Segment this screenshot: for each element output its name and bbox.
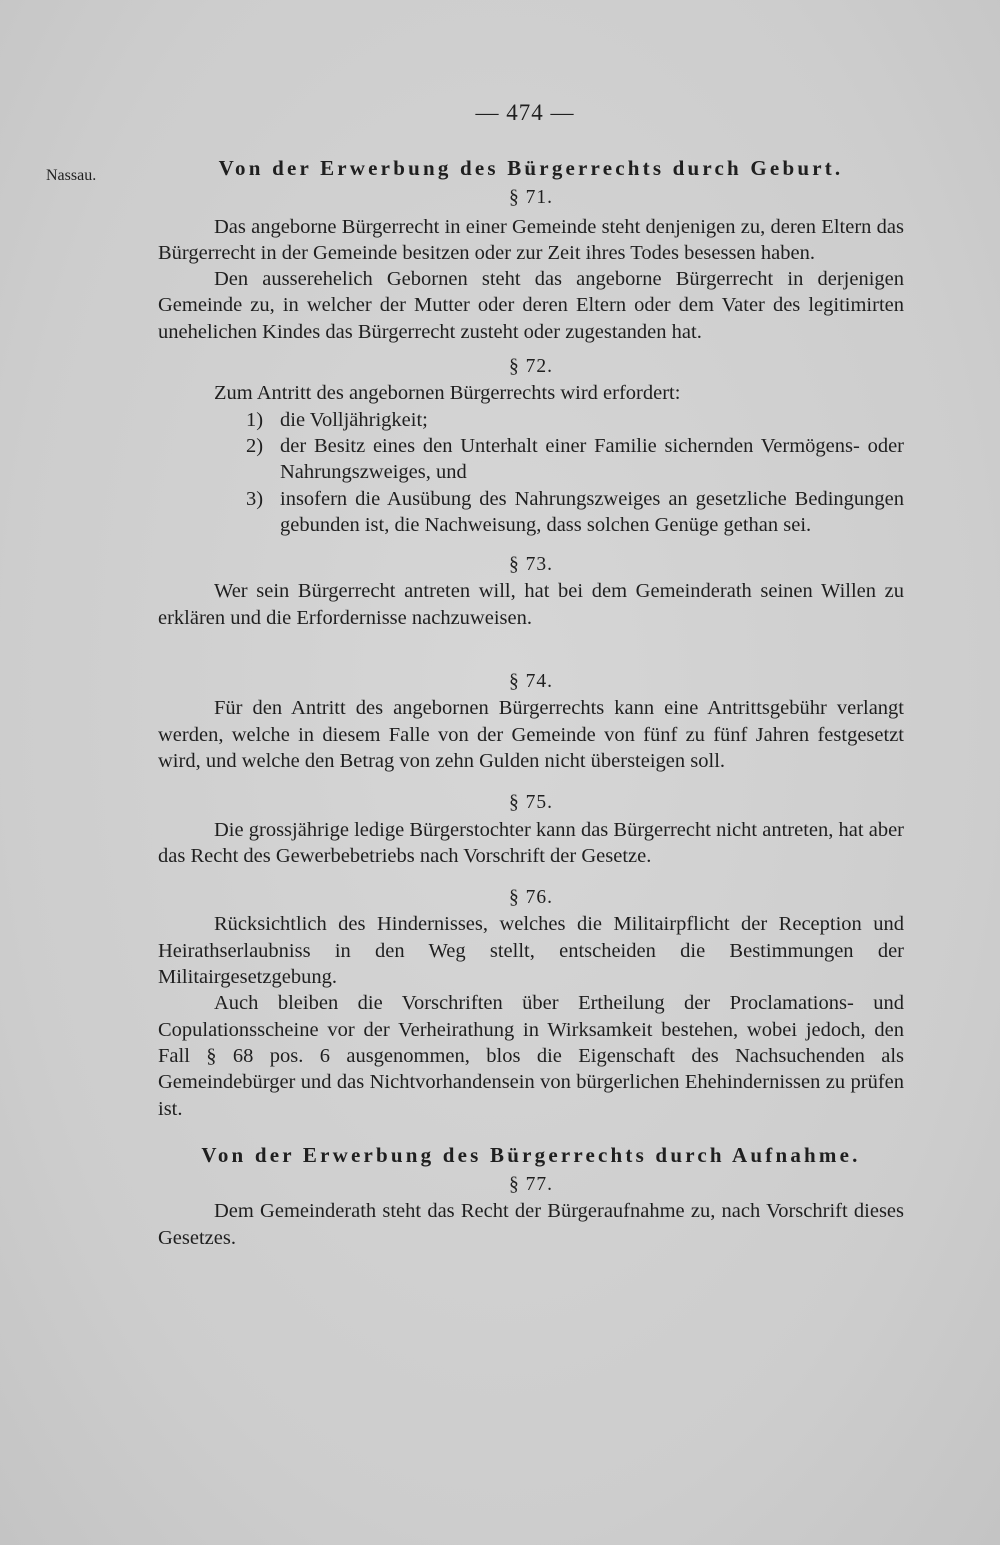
- chapter-heading-admission: Von der Erwerbung des Bürgerrechts durch Aufnahme.: [201, 1142, 861, 1167]
- list-item-text: der Besitz eines den Unterhalt einer Familie sichernden Vermögens- oder Nahrungszweiges, und: [280, 434, 904, 484]
- section-74-title: § 74.: [509, 671, 553, 693]
- section-73-paragraph-1: Wer sein Bürgerrecht antreten will, hat bei dem Gemeinderath seinen Willen zu erklären und die Erfordernisse nachzuweisen.: [158, 580, 904, 629]
- list-item: [158, 407, 904, 433]
- section-72-list: [158, 407, 904, 538]
- section-74-paragraph-1: Für den Antritt des angebornen Bürgerrechts kann eine Antrittsgebühr verlangt werden, welche in diesem Falle von der Gemeinde von fünf zu fünf Jahren festgesetzt wird, und welche den Betrag von zehn Gulden nicht übersteigen soll.: [158, 697, 904, 772]
- section-77-title: § 77.: [509, 1174, 553, 1196]
- section-72-intro: Zum Antritt des angebornen Bürgerrechts wird erfordert:: [214, 382, 681, 405]
- page-number: — 474 —: [475, 100, 575, 125]
- list-item-text: die Volljährigkeit;: [280, 408, 428, 431]
- section-77-paragraph-1: Dem Gemeinderath steht das Recht der Bürgeraufnahme zu, nach Vorschrift dieses Gesetzes.: [158, 1200, 904, 1249]
- chapter-heading-birth: Von der Erwerbung des Bürgerrechts durch Geburt.: [218, 156, 844, 180]
- list-item-number: 1): [246, 408, 264, 431]
- section-72-title: § 72.: [509, 356, 553, 378]
- section-75-title: § 75.: [509, 792, 553, 814]
- section-73-title: § 73.: [509, 554, 553, 576]
- section-75-paragraph-1: Die grossjährige ledige Bürgerstochter kann das Bürgerrecht nicht antreten, hat aber das Recht des Gewerbebetriebs nach Vorschrift der Gesetze.: [158, 818, 904, 867]
- section-71-title: § 71.: [509, 187, 553, 209]
- list-item: [158, 433, 904, 486]
- section-76-paragraph-1: Rücksichtlich des Hindernisses, welches die Militairpflicht der Reception und Heirathserlaubniss in den Weg stellt, entscheiden die Bestimmungen der Militairgesetzgebung.: [158, 913, 904, 989]
- list-item-number: 2): [246, 434, 264, 457]
- list-item: [158, 486, 904, 539]
- section-76-paragraph-2: Auch bleiben die Vorschriften über Ertheilung der Proclamations- und Copulationsscheine vor der Verheirathung in Wirksamkeit bestehen, wobei jedoch, den Fall § 68 pos. 6 ausgenommen, blos die Eigenschaft des Nachsuchenden als Gemeindebürger und das Nichtvorhandensein von bürgerlichen Ehehindernissen zu prüfen ist.: [158, 992, 904, 1120]
- section-76-title: § 76.: [509, 887, 553, 909]
- section-71-paragraph-1: Das angeborne Bürgerrecht in einer Gemeinde steht denjenigen zu, deren Eltern das Bürgerrecht in der Gemeinde besitzen oder zur Zeit ihres Todes besessen haben.: [158, 215, 904, 264]
- list-item-text: insofern die Ausübung des Nahrungszweiges an gesetzliche Bedingungen gebunden ist, die Nachweisung, dass solchen Genüge gethan sei.: [280, 487, 904, 536]
- margin-note: Nassau.: [46, 167, 97, 184]
- list-item-number: 3): [246, 487, 264, 510]
- document-body: [158, 155, 904, 1251]
- section-71-paragraph-2: Den ausserehelich Gebornen steht das angeborne Bürgerrecht in derjenigen Gemeinde zu, in welcher der Mutter oder deren Eltern oder dem Vater des legitimirten unehelichen Kindes das Bürgerrecht zusteht oder zugestanden hat.: [158, 268, 904, 343]
